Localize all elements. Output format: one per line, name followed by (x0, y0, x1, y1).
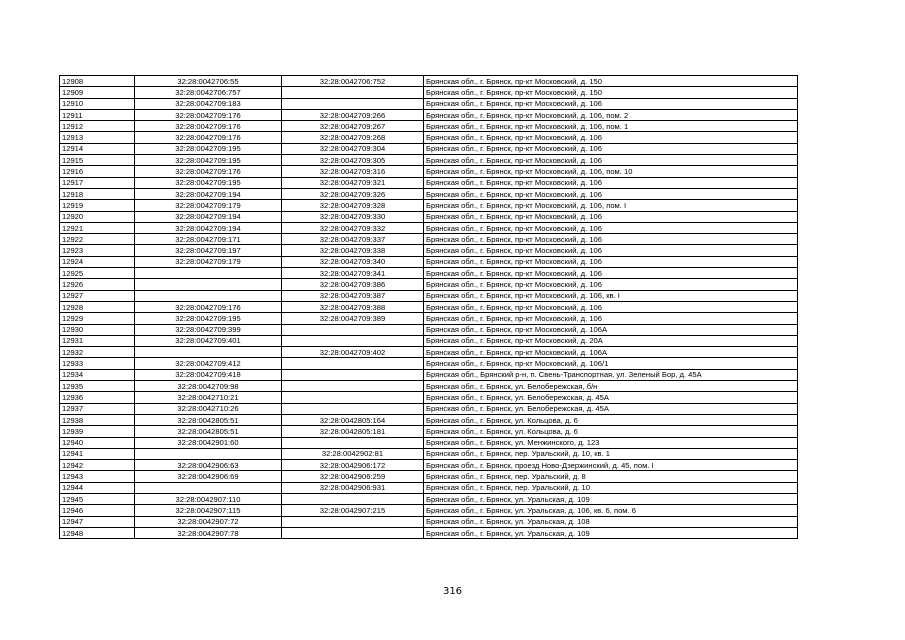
cadastral-number-cell: 32:28:0042709:179 (135, 256, 282, 267)
table-row (60, 381, 798, 392)
table-row (60, 109, 798, 120)
table-row (60, 132, 798, 143)
table-row (60, 155, 798, 166)
cadastral-number-cell: 32:28:0042907:110 (135, 493, 282, 504)
row-number-cell: 12942 (60, 460, 135, 471)
row-number-cell: 12925 (60, 268, 135, 279)
address-cell: Брянская обл., г. Брянск, проезд Ново-Дзержинский, д. 45, пом. I (424, 460, 798, 471)
cadastral-number-cell: 32:28:0042709:195 (135, 313, 282, 324)
address-cell: Брянская обл., г. Брянск, ул. Кольцова, д. 6 (424, 426, 798, 437)
building-cadastral-number-cell: 32:28:0042709:266 (282, 109, 424, 120)
table-row (60, 279, 798, 290)
cadastral-number-cell (135, 482, 282, 493)
cadastral-number-cell: 32:28:0042709:401 (135, 335, 282, 346)
cadastral-number-cell: 32:28:0042709:176 (135, 132, 282, 143)
table-row (60, 324, 798, 335)
table-row (60, 426, 798, 437)
property-register-table (59, 75, 798, 539)
building-cadastral-number-cell: 32:28:0042709:268 (282, 132, 424, 143)
address-cell: Брянская обл., г. Брянск, пр-кт Московский, д. 106, пом. 10 (424, 166, 798, 177)
cadastral-number-cell: 32:28:0042906:63 (135, 460, 282, 471)
cadastral-number-cell: 32:28:0042901:60 (135, 437, 282, 448)
cadastral-number-cell: 32:28:0042709:179 (135, 200, 282, 211)
cadastral-number-cell: 32:28:0042710:21 (135, 392, 282, 403)
building-cadastral-number-cell: 32:28:0042709:332 (282, 222, 424, 233)
row-number-cell: 12936 (60, 392, 135, 403)
building-cadastral-number-cell: 32:28:0042709:304 (282, 143, 424, 154)
address-cell: Брянская обл., г. Брянск, пр-кт Московский, д. 106 (424, 211, 798, 222)
row-number-cell: 12947 (60, 516, 135, 527)
table-row (60, 358, 798, 369)
row-number-cell: 12940 (60, 437, 135, 448)
row-number-cell: 12910 (60, 98, 135, 109)
row-number-cell: 12927 (60, 290, 135, 301)
address-cell: Брянская обл., г. Брянск, пр-кт Московский, д. 106 (424, 132, 798, 143)
building-cadastral-number-cell: 32:28:0042709:337 (282, 234, 424, 245)
address-cell: Брянская обл., г. Брянск, пр-кт Московский, д. 106А (424, 324, 798, 335)
address-cell: Брянская обл., г. Брянск, ул. Уральская, д. 108 (424, 516, 798, 527)
address-cell: Брянская обл., г. Брянск, пр-кт Московский, д. 106 (424, 268, 798, 279)
address-cell: Брянская обл., г. Брянск, ул. Кольцова, д. 6 (424, 414, 798, 425)
address-cell: Брянская обл., г. Брянск, ул. Белобережская, д. 45А (424, 403, 798, 414)
row-number-cell: 12929 (60, 313, 135, 324)
building-cadastral-number-cell (282, 493, 424, 504)
building-cadastral-number-cell: 32:28:0042709:328 (282, 200, 424, 211)
table-row (60, 482, 798, 493)
address-cell: Брянская обл., г. Брянск, пр-кт Московский, д. 150 (424, 87, 798, 98)
building-cadastral-number-cell: 32:28:0042906:931 (282, 482, 424, 493)
row-number-cell: 12937 (60, 403, 135, 414)
building-cadastral-number-cell: 32:28:0042709:402 (282, 347, 424, 358)
row-number-cell: 12939 (60, 426, 135, 437)
table-row (60, 234, 798, 245)
row-number-cell: 12944 (60, 482, 135, 493)
building-cadastral-number-cell: 32:28:0042906:172 (282, 460, 424, 471)
row-number-cell: 12918 (60, 188, 135, 199)
building-cadastral-number-cell (282, 358, 424, 369)
building-cadastral-number-cell: 32:28:0042709:386 (282, 279, 424, 290)
table-row (60, 460, 798, 471)
building-cadastral-number-cell (282, 98, 424, 109)
table-row (60, 313, 798, 324)
table-row (60, 471, 798, 482)
row-number-cell: 12911 (60, 109, 135, 120)
page-number: 316 (442, 586, 463, 597)
table-row (60, 527, 798, 538)
building-cadastral-number-cell: 32:28:0042709:388 (282, 301, 424, 312)
address-cell: Брянская обл., г. Брянск, пр-кт Московский, д. 106, пом. I (424, 200, 798, 211)
table-row (60, 177, 798, 188)
cadastral-number-cell: 32:28:0042710:26 (135, 403, 282, 414)
table-row (60, 268, 798, 279)
cadastral-number-cell (135, 448, 282, 459)
row-number-cell: 12922 (60, 234, 135, 245)
cadastral-number-cell: 32:28:0042709:183 (135, 98, 282, 109)
row-number-cell: 12938 (60, 414, 135, 425)
table-row (60, 121, 798, 132)
cadastral-number-cell: 32:28:0042709:195 (135, 143, 282, 154)
building-cadastral-number-cell: 32:28:0042907:215 (282, 505, 424, 516)
building-cadastral-number-cell: 32:28:0042709:387 (282, 290, 424, 301)
table-row (60, 516, 798, 527)
address-cell: Брянская обл., г. Брянск, пер. Уральский, д. 8 (424, 471, 798, 482)
building-cadastral-number-cell: 32:28:0042709:321 (282, 177, 424, 188)
address-cell: Брянская обл., г. Брянск, ул. Менжинского, д. 123 (424, 437, 798, 448)
building-cadastral-number-cell (282, 87, 424, 98)
table-row (60, 245, 798, 256)
building-cadastral-number-cell: 32:28:0042709:316 (282, 166, 424, 177)
table-row (60, 403, 798, 414)
cadastral-number-cell: 32:28:0042709:194 (135, 188, 282, 199)
building-cadastral-number-cell: 32:28:0042709:305 (282, 155, 424, 166)
row-number-cell: 12914 (60, 143, 135, 154)
address-cell: Брянская обл., г. Брянск, ул. Уральская, д. 109 (424, 493, 798, 504)
building-cadastral-number-cell: 32:28:0042805:181 (282, 426, 424, 437)
table-row (60, 98, 798, 109)
table-row (60, 369, 798, 380)
table-row (60, 200, 798, 211)
row-number-cell: 12945 (60, 493, 135, 504)
row-number-cell: 12948 (60, 527, 135, 538)
row-number-cell: 12909 (60, 87, 135, 98)
address-cell: Брянская обл., г. Брянск, пр-кт Московский, д. 106 (424, 188, 798, 199)
building-cadastral-number-cell: 32:28:0042709:326 (282, 188, 424, 199)
building-cadastral-number-cell (282, 392, 424, 403)
building-cadastral-number-cell: 32:28:0042709:267 (282, 121, 424, 132)
building-cadastral-number-cell (282, 335, 424, 346)
table-row (60, 505, 798, 516)
table-row (60, 188, 798, 199)
table-row (60, 76, 798, 87)
cadastral-number-cell: 32:28:0042709:176 (135, 121, 282, 132)
cadastral-number-cell: 32:28:0042907:72 (135, 516, 282, 527)
cadastral-number-cell: 32:28:0042709:418 (135, 369, 282, 380)
building-cadastral-number-cell (282, 516, 424, 527)
address-cell: Брянская обл., г. Брянск, пр-кт Московский, д. 106 (424, 222, 798, 233)
cadastral-number-cell (135, 268, 282, 279)
row-number-cell: 12933 (60, 358, 135, 369)
table-row (60, 87, 798, 98)
address-cell: Брянская обл., г. Брянск, пер. Уральский, д. 10, кв. 1 (424, 448, 798, 459)
building-cadastral-number-cell: 32:28:0042709:340 (282, 256, 424, 267)
cadastral-number-cell: 32:28:0042709:194 (135, 211, 282, 222)
cadastral-number-cell: 32:28:0042709:98 (135, 381, 282, 392)
cadastral-number-cell: 32:28:0042709:176 (135, 301, 282, 312)
row-number-cell: 12919 (60, 200, 135, 211)
cadastral-number-cell: 32:28:0042907:115 (135, 505, 282, 516)
address-cell: Брянская обл., г. Брянск, пр-кт Московский, д. 106 (424, 98, 798, 109)
cadastral-number-cell: 32:28:0042709:176 (135, 166, 282, 177)
address-cell: Брянская обл., г. Брянск, пр-кт Московский, д. 106 (424, 256, 798, 267)
row-number-cell: 12935 (60, 381, 135, 392)
row-number-cell: 12924 (60, 256, 135, 267)
address-cell: Брянская обл., г. Брянск, пр-кт Московский, д. 106А (424, 347, 798, 358)
building-cadastral-number-cell (282, 403, 424, 414)
address-cell: Брянская обл., г. Брянск, пр-кт Московский, д. 106 (424, 301, 798, 312)
address-cell: Брянская обл., г. Брянск, пр-кт Московский, д. 106 (424, 234, 798, 245)
cadastral-number-cell: 32:28:0042709:195 (135, 155, 282, 166)
table-row (60, 211, 798, 222)
table-row (60, 166, 798, 177)
row-number-cell: 12913 (60, 132, 135, 143)
table-row (60, 448, 798, 459)
building-cadastral-number-cell (282, 369, 424, 380)
address-cell: Брянская обл., г. Брянск, ул. Уральская, д. 106, кв. 6, пом. 6 (424, 505, 798, 516)
address-cell: Брянская обл., Брянский р-н, п. Свень-Транспортная, ул. Зеленый Бор, д. 45А (424, 369, 798, 380)
building-cadastral-number-cell: 32:28:0042709:389 (282, 313, 424, 324)
building-cadastral-number-cell: 32:28:0042709:338 (282, 245, 424, 256)
table-row (60, 290, 798, 301)
cadastral-number-cell: 32:28:0042709:195 (135, 177, 282, 188)
cadastral-number-cell: 32:28:0042907:78 (135, 527, 282, 538)
row-number-cell: 12917 (60, 177, 135, 188)
table-row (60, 437, 798, 448)
building-cadastral-number-cell: 32:28:0042906:259 (282, 471, 424, 482)
table-row (60, 256, 798, 267)
address-cell: Брянская обл., г. Брянск, пр-кт Московский, д. 106 (424, 279, 798, 290)
row-number-cell: 12934 (60, 369, 135, 380)
building-cadastral-number-cell: 32:28:0042706:752 (282, 76, 424, 87)
table-row (60, 222, 798, 233)
table-row (60, 414, 798, 425)
address-cell: Брянская обл., г. Брянск, ул. Белобережская, б/н (424, 381, 798, 392)
cadastral-number-cell: 32:28:0042706:55 (135, 76, 282, 87)
cadastral-number-cell: 32:28:0042709:399 (135, 324, 282, 335)
table-row (60, 143, 798, 154)
row-number-cell: 12915 (60, 155, 135, 166)
row-number-cell: 12946 (60, 505, 135, 516)
address-cell: Брянская обл., г. Брянск, пр-кт Московский, д. 20А (424, 335, 798, 346)
row-number-cell: 12908 (60, 76, 135, 87)
building-cadastral-number-cell (282, 324, 424, 335)
address-cell: Брянская обл., г. Брянск, пр-кт Московский, д. 106 (424, 313, 798, 324)
cadastral-number-cell (135, 279, 282, 290)
address-cell: Брянская обл., г. Брянск, ул. Белобережская, д. 45А (424, 392, 798, 403)
table-row (60, 335, 798, 346)
address-cell: Брянская обл., г. Брянск, пр-кт Московский, д. 106 (424, 245, 798, 256)
cadastral-number-cell (135, 290, 282, 301)
cadastral-number-cell: 32:28:0042709:194 (135, 222, 282, 233)
cadastral-number-cell (135, 347, 282, 358)
row-number-cell: 12921 (60, 222, 135, 233)
table-body (60, 76, 798, 539)
row-number-cell: 12926 (60, 279, 135, 290)
building-cadastral-number-cell (282, 527, 424, 538)
table-row (60, 392, 798, 403)
address-cell: Брянская обл., г. Брянск, пр-кт Московский, д. 150 (424, 76, 798, 87)
cadastral-number-cell: 32:28:0042709:176 (135, 109, 282, 120)
address-cell: Брянская обл., г. Брянск, пр-кт Московский, д. 106, кв. I (424, 290, 798, 301)
building-cadastral-number-cell: 32:28:0042709:330 (282, 211, 424, 222)
row-number-cell: 12923 (60, 245, 135, 256)
row-number-cell: 12912 (60, 121, 135, 132)
cadastral-number-cell: 32:28:0042709:197 (135, 245, 282, 256)
address-cell: Брянская обл., г. Брянск, пр-кт Московский, д. 106, пом. 2 (424, 109, 798, 120)
address-cell: Брянская обл., г. Брянск, пр-кт Московский, д. 106, пом. 1 (424, 121, 798, 132)
row-number-cell: 12941 (60, 448, 135, 459)
table-row (60, 301, 798, 312)
building-cadastral-number-cell: 32:28:0042805:164 (282, 414, 424, 425)
address-cell: Брянская обл., г. Брянск, пр-кт Московский, д. 106 (424, 155, 798, 166)
cadastral-number-cell: 32:28:0042805:51 (135, 414, 282, 425)
building-cadastral-number-cell: 32:28:0042709:341 (282, 268, 424, 279)
row-number-cell: 12931 (60, 335, 135, 346)
row-number-cell: 12943 (60, 471, 135, 482)
building-cadastral-number-cell (282, 437, 424, 448)
address-cell: Брянская обл., г. Брянск, пр-кт Московский, д. 106 (424, 143, 798, 154)
address-cell: Брянская обл., г. Брянск, пр-кт Московский, д. 106 (424, 177, 798, 188)
row-number-cell: 12920 (60, 211, 135, 222)
row-number-cell: 12930 (60, 324, 135, 335)
row-number-cell: 12928 (60, 301, 135, 312)
row-number-cell: 12916 (60, 166, 135, 177)
cadastral-number-cell: 32:28:0042906:69 (135, 471, 282, 482)
cadastral-number-cell: 32:28:0042709:171 (135, 234, 282, 245)
address-cell: Брянская обл., г. Брянск, ул. Уральская, д. 109 (424, 527, 798, 538)
building-cadastral-number-cell (282, 381, 424, 392)
address-cell: Брянская обл., г. Брянск, пер. Уральский, д. 10 (424, 482, 798, 493)
cadastral-number-cell: 32:28:0042709:412 (135, 358, 282, 369)
table-row (60, 493, 798, 504)
address-cell: Брянская обл., г. Брянск, пр-кт Московский, д. 106/1 (424, 358, 798, 369)
row-number-cell: 12932 (60, 347, 135, 358)
building-cadastral-number-cell: 32:28:0042902:81 (282, 448, 424, 459)
cadastral-number-cell: 32:28:0042706:757 (135, 87, 282, 98)
table-row (60, 347, 798, 358)
cadastral-number-cell: 32:28:0042805:51 (135, 426, 282, 437)
